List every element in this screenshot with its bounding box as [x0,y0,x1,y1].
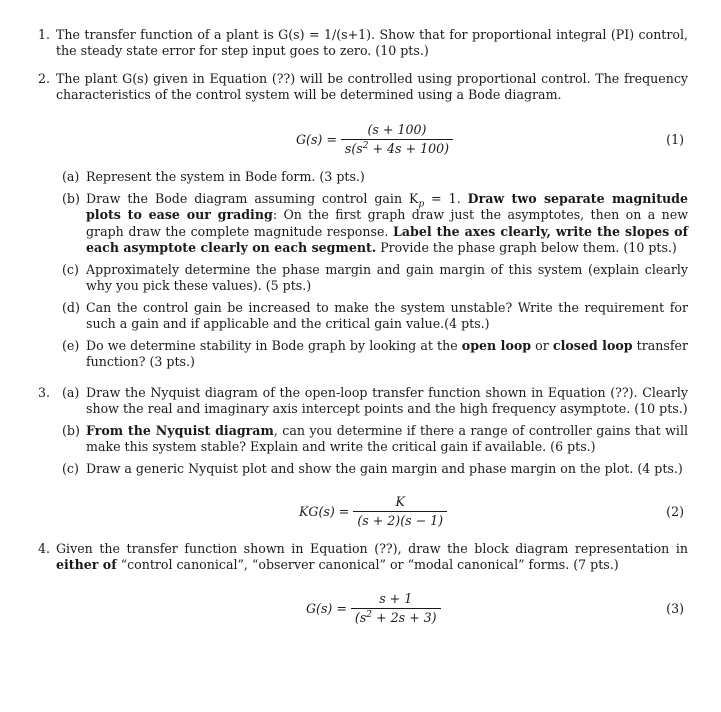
question-number: 3. [38,385,51,400]
question-2b [62,191,688,257]
equation-lhs: G(s) = [306,600,347,616]
denominator: $s(s^2 + 4s + 100)$ [341,139,453,157]
fraction [353,494,447,530]
question-intro: The plant G(s) given in Equation (??) will be controlled using proportional control. The frequency characteristics of the control system will be determined using a Bode diagram. [56,71,688,103]
fraction [341,122,453,158]
question-2a [62,169,688,185]
subquestion-text: Draw a generic Nyquist plot and show the gain margin and phase margin on the plot. (4 pts.) [86,461,683,476]
subquestion-label: (c) [62,461,79,476]
question-1 [38,27,688,60]
question-2e [62,338,688,371]
subquestion-label: (b) [62,191,80,206]
subquestion-label: (b) [62,423,80,438]
question-3c [62,461,688,477]
subquestion-text: From the Nyquist diagram, can you determine if there a range of controller gains that will make this system stable? Explain and write the critical gain if available. (6 pts.) [86,423,688,455]
subquestion-text: Draw the Nyquist diagram of the open-loop transfer function shown in Equation (??). Clearly show the real and imaginary axis intercept points and the high frequency asymptote. (10 pts.) [86,385,688,417]
question-number: 2. [38,71,51,86]
subquestion-label: (a) [62,385,80,400]
equation-label: (3) [666,601,684,616]
question-2 [38,71,688,104]
question-3b [62,423,688,456]
question-number: 4. [38,541,51,556]
equation-lhs: KG(s) = [299,503,350,519]
numerator: (s + 100) [367,122,427,137]
equation-label: (1) [666,132,684,147]
subquestion-text: Approximately determine the phase margin and gain margin of this system (explain clearly why you pick these values). (5 pts.) [86,262,688,294]
fraction [351,591,441,627]
question-4 [38,541,688,574]
subquestion-text: Can the control gain be increased to make the system unstable? Write the requirement for such a gain and if applicable and the critical gain value.(4 pts.) [86,300,688,332]
equation-label: (2) [666,504,684,519]
subquestion-text: Draw the Bode diagram assuming control gain $K_p = 1$. Draw two separate magnitude plots to ease our grading: On the first graph draw just the asymptotes, then on a new graph draw the complete magnitude response. Label the axes clearly, write the slopes of each asymptote clearly on each segment. Provide the phase graph below them. (10 pts.) [86,191,688,256]
question-text: Given the transfer function shown in Equation (??), draw the block diagram representation in either of “control canonical”, “observer canonical” or “modal canonical” forms. (7 pts.) [56,541,688,573]
subquestion-label: (e) [62,338,80,353]
subquestion-label: (c) [62,262,79,277]
denominator: (s + 2)(s − 1) [353,511,447,529]
subquestion-text: Do we determine stability in Bode graph by looking at the open loop or closed loop transfer function? (3 pts.) [86,338,688,370]
question-number: 1. [38,27,51,42]
numerator: K [395,494,405,509]
subquestion-label: (a) [62,169,80,184]
subquestion-label: (d) [62,300,80,315]
subquestion-text: Represent the system in Bode form. (3 pts.) [86,169,365,184]
numerator: s + 1 [379,591,413,606]
question-2c [62,262,688,295]
question-2d [62,300,688,333]
equation-lhs: G(s) = [296,131,337,147]
question-text: The transfer function of a plant is G(s) = 1/(s+1). Show that for proportional integral (PI) control, the steady state error for step input goes to zero. (10 pts.) [56,27,688,59]
question-3a [62,385,688,418]
denominator: $(s^2 + 2s + 3)$ [351,608,441,626]
